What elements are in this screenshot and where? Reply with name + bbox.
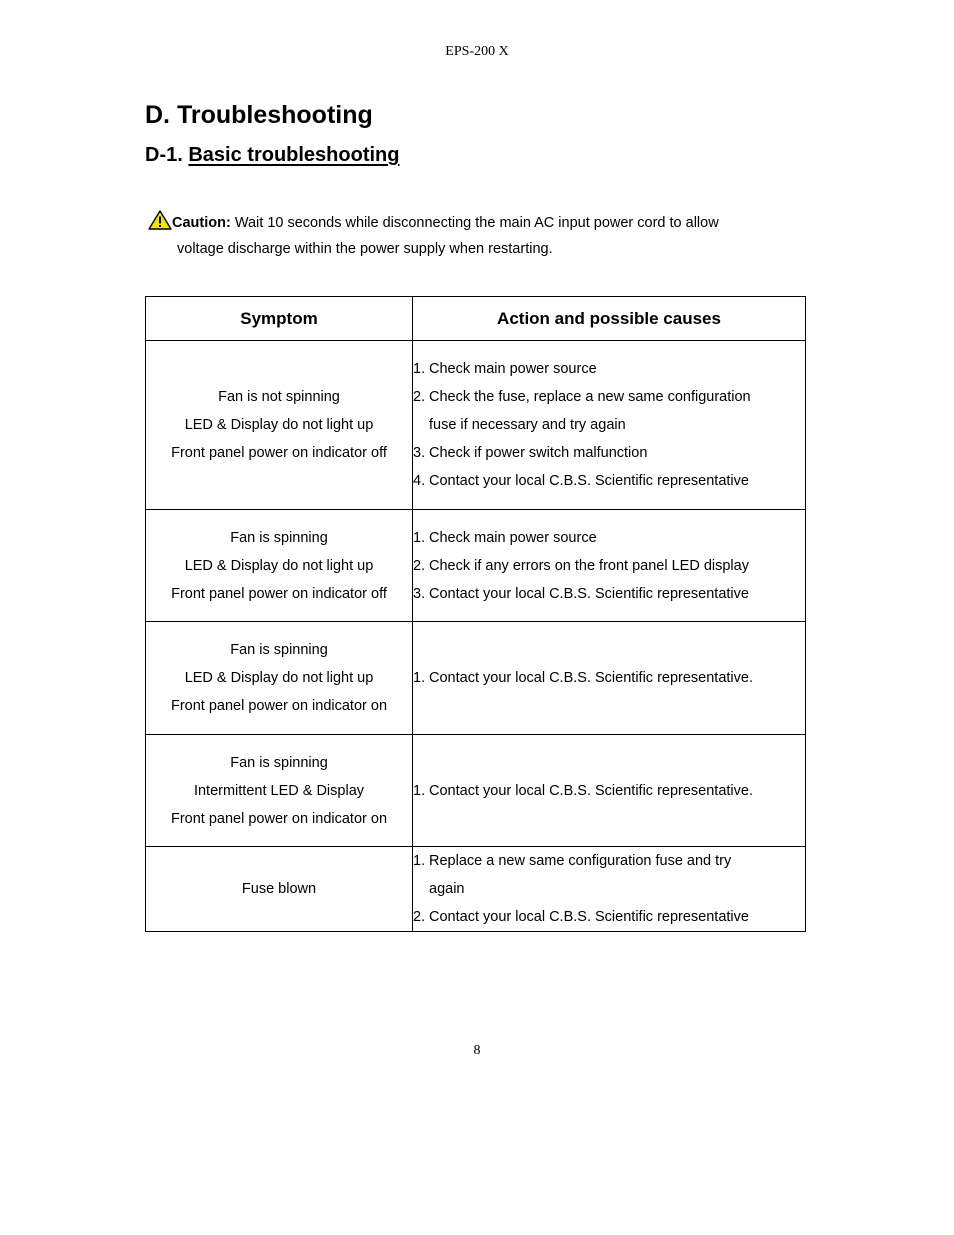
action-text: Check if power switch malfunction <box>429 445 648 461</box>
action-text: Replace a new same configuration fuse and try <box>429 853 732 869</box>
symptom-cell <box>146 622 413 735</box>
action-item <box>413 847 805 903</box>
action-number: 1. <box>413 361 426 377</box>
action-number: 4. <box>413 473 426 489</box>
table-row <box>146 847 806 932</box>
action-number: 1. <box>413 670 426 686</box>
symptom-line: Intermittent LED & Display <box>193 782 365 799</box>
action-text: Contact your local C.B.S. Scientific representative. <box>429 670 753 686</box>
action-item <box>413 664 805 692</box>
action-text: Check main power source <box>429 529 597 546</box>
table-header-row <box>146 297 806 341</box>
action-text: Check main power source <box>429 361 597 377</box>
symptom-line: Fan is spinning <box>230 754 328 771</box>
action-number: 2. <box>413 909 426 925</box>
action-text: Contact your local C.B.S. Scientific representative <box>429 473 749 489</box>
action-number: 3. <box>413 445 426 461</box>
section-title: D. Troubleshooting <box>145 101 373 129</box>
action-number: 3. <box>413 585 426 602</box>
action-item <box>413 383 805 439</box>
action-cell <box>413 622 806 735</box>
action-cell <box>413 341 806 510</box>
action-text: Check the fuse, replace a new same configuration <box>429 389 751 405</box>
page-number: 8 <box>473 1043 481 1058</box>
action-item <box>413 777 805 805</box>
symptom-cell <box>146 847 413 932</box>
symptom-line: Fan is spinning <box>230 642 328 658</box>
action-item <box>413 439 805 467</box>
table-row <box>146 341 806 510</box>
symptom-column-header: Symptom <box>146 297 413 341</box>
troubleshooting-table <box>145 296 806 932</box>
action-number: 1. <box>413 782 426 799</box>
action-text: Contact your local C.B.S. Scientific representative <box>429 585 749 602</box>
table-row <box>146 510 806 622</box>
subsection-heading: Basic troubleshooting <box>188 144 400 166</box>
action-number: 1. <box>413 853 426 869</box>
action-text-continued: fuse if necessary and try again <box>429 417 626 433</box>
action-item <box>413 903 805 931</box>
action-cell <box>413 510 806 622</box>
subsection-prefix: D-1. <box>145 144 183 166</box>
action-number: 2. <box>413 389 426 405</box>
symptom-cell <box>146 341 413 510</box>
symptom-line: Fan is spinning <box>230 529 328 546</box>
action-column-header: Action and possible causes <box>413 297 806 341</box>
caution-text-line2: voltage discharge within the power supply when restarting. <box>177 241 553 257</box>
action-text: Check if any errors on the front panel LED display <box>429 557 749 574</box>
subsection-title <box>145 144 399 167</box>
symptom-line: LED & Display do not light up <box>184 670 374 686</box>
symptom-line: Front panel power on indicator off <box>171 585 387 602</box>
action-number: 2. <box>413 557 426 574</box>
action-number: 1. <box>413 529 426 546</box>
action-item <box>413 355 805 383</box>
symptom-line: Front panel power on indicator on <box>170 810 388 827</box>
action-item <box>413 552 805 580</box>
running-header: EPS-200 X <box>445 44 509 59</box>
caution-note <box>148 210 788 262</box>
caution-text-line1: Wait 10 seconds while disconnecting the main AC input power cord to allow <box>230 215 719 231</box>
symptom-line: Front panel power on indicator off <box>171 445 387 461</box>
symptom-line: Fuse blown <box>241 881 317 897</box>
action-item <box>413 580 805 608</box>
action-cell <box>413 735 806 847</box>
caution-label: Caution: <box>172 215 231 231</box>
action-item <box>413 467 805 495</box>
action-text: Contact your local C.B.S. Scientific representative. <box>429 782 753 799</box>
action-text-continued: again <box>429 881 465 897</box>
action-cell <box>413 847 806 932</box>
table-row <box>146 735 806 847</box>
table-row <box>146 622 806 735</box>
symptom-cell <box>146 510 413 622</box>
action-item <box>413 524 805 552</box>
symptom-line: LED & Display do not light up <box>184 417 374 433</box>
action-text: Contact your local C.B.S. Scientific representative <box>429 909 749 925</box>
warning-triangle-icon <box>148 210 172 230</box>
symptom-line: LED & Display do not light up <box>184 557 374 574</box>
symptom-cell <box>146 735 413 847</box>
symptom-line: Front panel power on indicator on <box>170 698 388 714</box>
symptom-line: Fan is not spinning <box>218 389 340 405</box>
